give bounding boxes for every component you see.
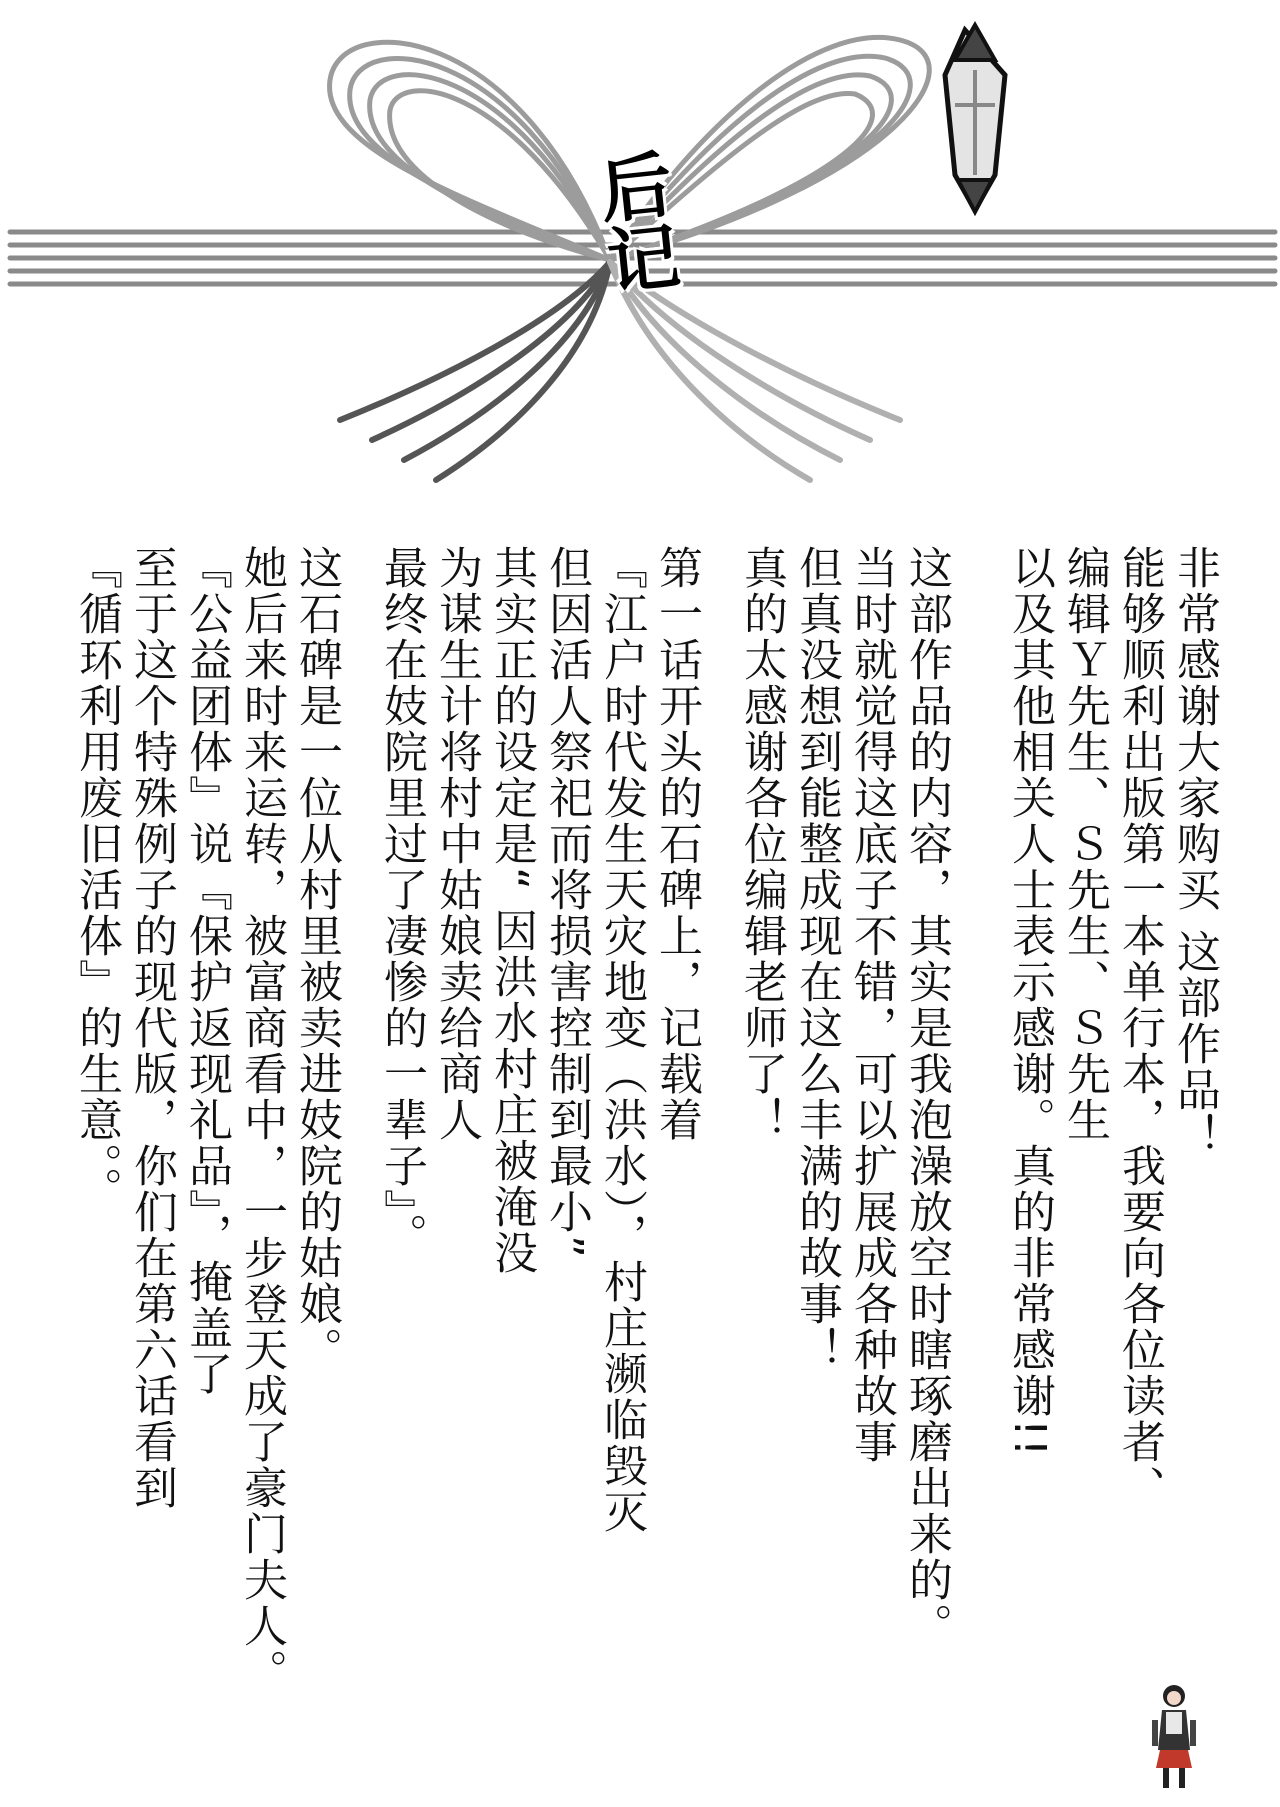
page-heading: 后记 (584, 145, 684, 299)
text-column: 她后来时来运转，被富商看中，一步登天成了豪门夫人。 (236, 545, 287, 1695)
text-column: 当时就觉得这底子不错，可以扩展成各种故事 (846, 545, 897, 1465)
mascot-figure-icon (1148, 1680, 1200, 1792)
text-column: 最终在妓院里过了凄惨的一辈子』。 (376, 545, 427, 1259)
text-column: 真的太感谢各位编辑老师了！ (736, 545, 787, 1143)
text-column: 『公益团体』说『保护返现礼品』，掩盖了 (181, 545, 232, 1397)
text-column: 至于这个特殊例子的现代版，你们在第六话看到 (126, 545, 177, 1511)
text-column: 但因活人祭祀而将损害控制到最小” (541, 545, 592, 1260)
text-column: 第一话开头的石碑上，记载着 (651, 545, 702, 1143)
text-column: 『江户时代发生天灾地变（洪水），村庄濒临毁灭 (596, 545, 647, 1535)
text-column: 非常感谢大家购买 这部作品！ (1169, 545, 1220, 1159)
text-column: 『循环利用废旧活体』的生意。。 (71, 545, 122, 1213)
text-column: 其实正的设定是“ 因洪水村庄被淹没 (486, 545, 537, 1276)
text-column: 能够顺利出版第一本单行本，我要向各位读者、 (1114, 545, 1165, 1511)
text-column: 以及其他相关人士表示感谢。真的非常感谢!! (1004, 545, 1055, 1459)
text-column: 这石碑是一位从村里被卖进妓院的姑娘。 (291, 545, 342, 1373)
text-column: 为谋生计将村中姑娘卖给商人 (431, 545, 482, 1143)
text-column: 这部作品的内容，其实是我泡澡放空时瞎琢磨出来的。 (901, 545, 952, 1649)
text-column: 但真没想到能整成现在这么丰满的故事！ (791, 545, 842, 1373)
text-column: 编辑Ｙ先生、Ｓ先生、Ｓ先生 (1059, 545, 1110, 1143)
